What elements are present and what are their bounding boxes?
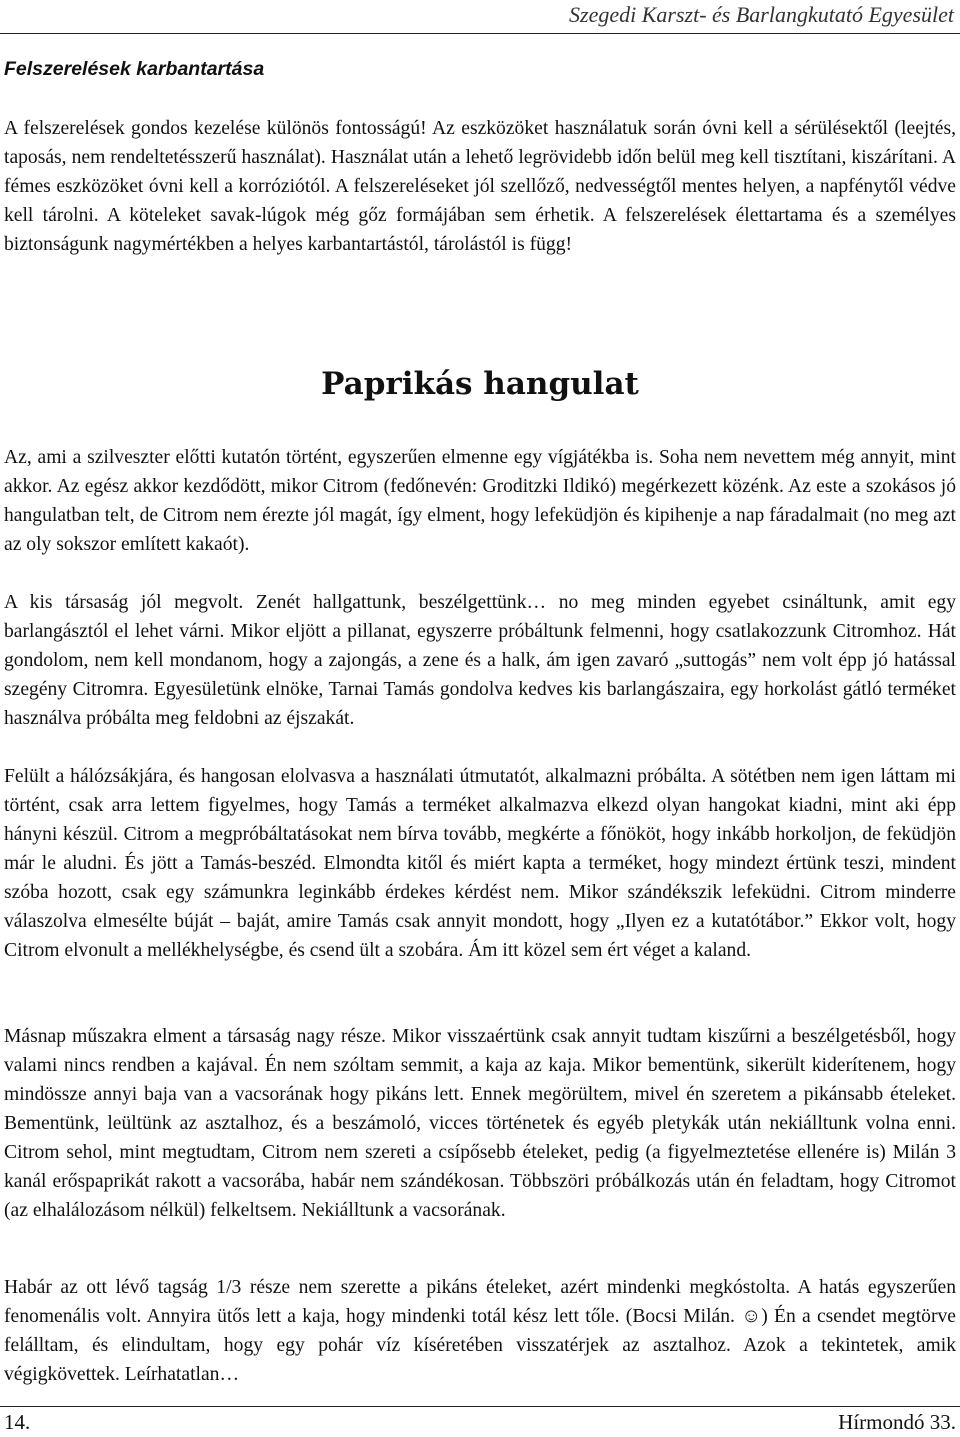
page-number: 14. — [4, 1410, 31, 1434]
article-title: Paprikás hangulat — [321, 366, 639, 402]
article-paragraph: A kis társaság jól megvolt. Zenét hallgattunk, beszélgettünk… no meg minden egyebet csináltunk, amit egy barlangásztól el lehet várni. Mikor eljött a pillanat, egyszerre próbáltunk felmenni, hogy csatlakozzunk Citromhoz. Hát gondolom, nem kell mondanom, hogy a zajongás, a zene és a halk, ám igen zavaró „suttogás” nem volt épp jó hatással szegény Citromra. Egyesületünk elnöke, Tarnai Tamás gondolva kedves kis barlangászaira, egy horkolást gátló terméket használva próbálta meg feldobni az éjszakát. — [4, 592, 956, 729]
article-paragraph: Habár az ott lévő tagság 1/3 része nem szerette a pikáns ételeket, azért mindenki megkóstolta. A hatás egyszerűen fenomenális volt. Annyira ütős lett a kaja, hogy mindenki totál kész lett tőle. (Bocsi Milán. ☺) Én a csendet megtörve felálltam, és elindultam, hogy egy pohár víz kíséretében visszatérjek az asztalhoz. Azok a tekintetek, amik végigkövettek. Leírhatatlan… — [4, 1277, 956, 1385]
article-paragraph: Másnap műszakra elment a társaság nagy része. Mikor visszaértünk csak annyit tudtam kiszűrni a beszélgetésből, hogy valami nincs rendben a kajával. Én nem szóltam semmit, a kaja az kaja. Mikor bementünk, sikerült kiderítenem, hogy mindössze annyi baja van a vacsorának hogy pikáns lett. Ennek megörültem, mivel én szeretem a pikánsabb ételeket. Bementünk, leültünk az asztalhoz, és a beszámoló, vicces történetek és egyéb pletykák után nekiálltunk volna enni. Citrom sehol, mint megtudtam, Citrom nem szereti a csípősebb ételeket, pedig (a figyelmeztetése ellenére is) Milán 3 kanál erőspaprikát rakott a vacsorába, habár nem szándékosan. Többszöri próbálkozás után én feladtam, hogy Citromot (az elhalálozásom nélkül) felkeltsem. Nekiálltunk a vacsorának. — [4, 1026, 956, 1221]
article-paragraph: Felült a hálózsákjára, és hangosan elolvasva a használati útmutatót, alkalmazni próbálta. A sötétben nem igen láttam mi történt, csak arra lettem figyelmes, hogy Tamás a terméket alkalmazva elkezd olyan hangokat kiadni, mint aki épp hányni készül. Citrom a megpróbáltatásokat nem bírva tovább, megkérte a főnököt, hogy inkább horkoljon, de feküdjön már le aludni. És jött a Tamás-beszéd. Elmondta kitől és miért kapta a terméket, hogy mindezt értünk teszi, mindent szóba hozott, csak egy számunkra leginkább érdekes kérdést nem. Mikor szándékszik lefeküdni. Citrom minderre válaszolva elmesélte búját – baját, amire Tamás csak annyit mondott, hogy „Ilyen ez a kutatótábor.” Ekkor volt, hogy Citrom elvonult a mellékhelységbe, és csend ült a szobára. Ám itt közel sem ért véget a kaland. — [4, 766, 956, 961]
publication-name: Hírmondó 33. — [838, 1410, 956, 1434]
section-paragraph: A felszerelések gondos kezelése különös fontosságú! Az eszközöket használatuk során óvni kell a sérülésektől (leejtés, taposás, nem rendeltetésszerű használat). Használat után a lehető legrövidebb időn belül meg kell tisztítani, kiszárítani. A fémes eszközöket óvni kell a korróziótól. A felszereléseket jól szellőző, nedvességtől mentes helyen, a napfénytől védve kell tárolni. A köteleket savak-lúgok még gőz formájában sem érhetik. A felszerelések élettartama és a személyes biztonságunk nagymértékben a helyes karbantartástól, tárolástól is függ! — [4, 118, 956, 255]
page-footer — [0, 1406, 960, 1437]
section-heading: Felszerelések karbantartása — [4, 58, 265, 80]
page-header — [0, 0, 960, 34]
article-paragraph: Az, ami a szilveszter előtti kutatón történt, egyszerűen elmenne egy vígjátékba is. Soha nem nevettem még annyit, mint akkor. Az egész akkor kezdődött, mikor Citrom (fedőnevén: Groditzki Ildikó) megérkezett közénk. Az este a szokásos jó hangulatban telt, de Citrom nem érezte jól magát, így elment, hogy lefeküdjön és kipihenje a nap fáradalmait (no meg azt az oly sokszor említett kakaót). — [4, 447, 956, 555]
header-organization: Szegedi Karszt- és Barlangkutató Egyesület — [569, 2, 954, 27]
